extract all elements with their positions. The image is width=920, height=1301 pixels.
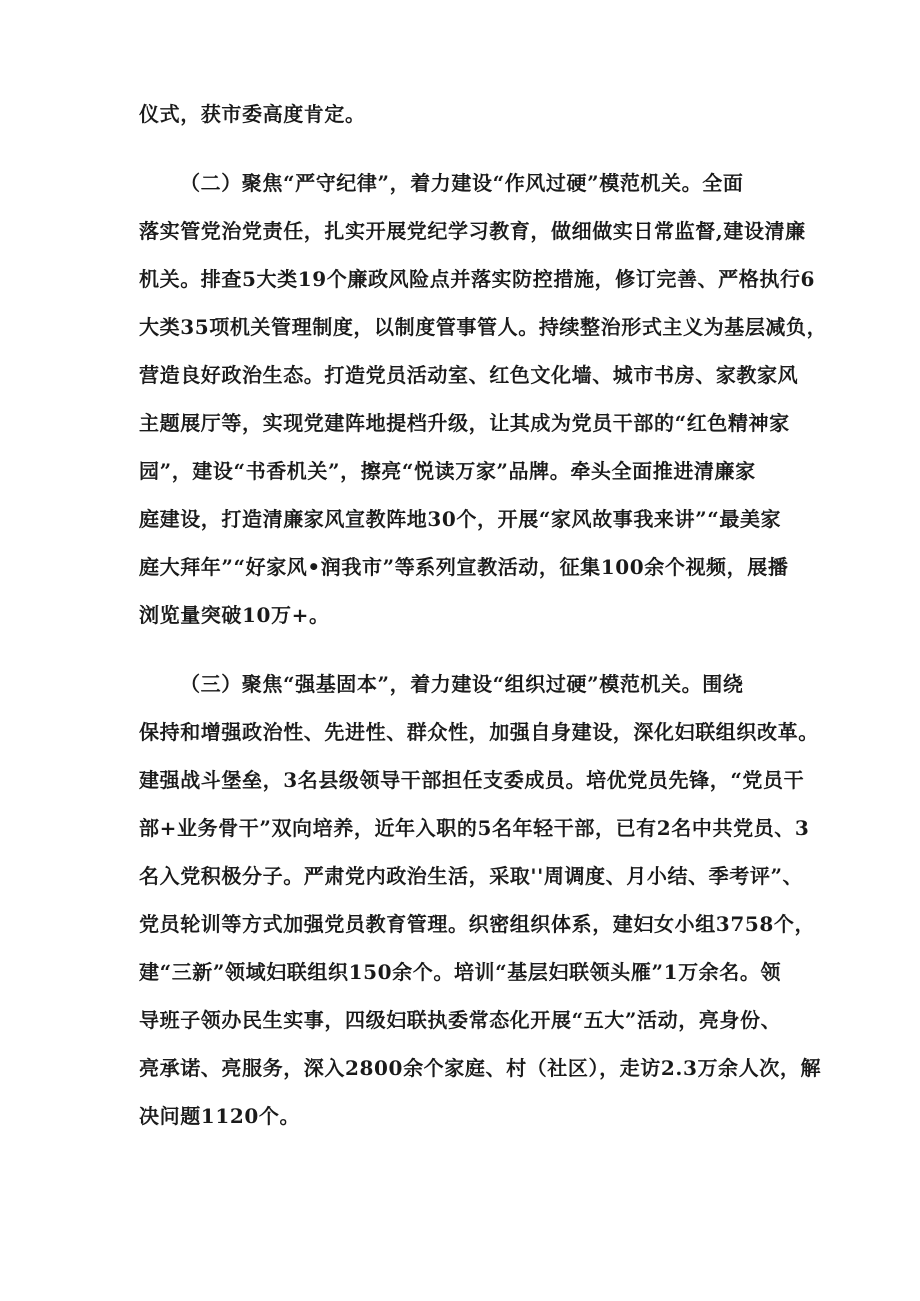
text-line: 主题展厅等，实现党建阵地提档升级，让其成为党员干部的“红色精神家 <box>139 411 790 435</box>
text-line: 名入党积极分子。严肃党内政治生活，采取''周调度、月小结、季考评”、 <box>139 864 804 888</box>
text-line: 仪式，获市委高度肯定。 <box>139 102 366 126</box>
paragraph-3-heading-line: （三）聚焦“强基固本”，着力建设“组织过硬”模范机关。围绕 <box>180 672 744 696</box>
text-line: 浏览量突破10万+。 <box>139 603 330 627</box>
paragraph-2-heading-line: （二）聚焦“严守纪律”，着力建设“作风过硬”模范机关。全面 <box>180 171 744 195</box>
text-line: 导班子领办民生实事，四级妇联执委常态化开展“五大”活动，亮身份、 <box>139 1008 782 1032</box>
text-line: 大类35项机关管理制度，以制度管事管人。持续整治形式主义为基层减负， <box>139 315 828 339</box>
text-line: 建强战斗堡垒，3名县级领导干部担任支委成员。培优党员先锋，“党员干 <box>139 768 805 792</box>
text-line: 建“三新”领域妇联组织150余个。培训“基层妇联领头雁”1万余名。领 <box>139 960 782 984</box>
text-line: 园”，建设“书香机关”，擦亮“悦读万家”品牌。牵头全面推进清廉家 <box>139 459 756 483</box>
text-line: 保持和增强政治性、先进性、群众性，加强自身建设，深化妇联组织改革。 <box>139 720 819 744</box>
text-line: 机关。排查5大类19个廉政风险点并落实防控措施，修订完善、严格执行6 <box>139 267 816 291</box>
text-line: 决问题1120个。 <box>139 1104 301 1128</box>
text-line: 落实管党治党责任，扎实开展党纪学习教育，做细做实日常监督,建设清廉 <box>139 219 806 243</box>
text-line: 营造良好政治生态。打造党员活动室、红色文化墙、城市书房、家教家风 <box>139 363 799 387</box>
text-line: 党员轮训等方式加强党员教育管理。织密组织体系，建妇女小组3758个， <box>139 912 816 936</box>
text-line: 部+业务骨干”双向培养，近年入职的5名年轻干部，已有2名中共党员、3 <box>139 816 810 840</box>
text-line: 庭大拜年”“好家风•润我市”等系列宣教活动，征集100余个视频，展播 <box>139 555 789 579</box>
text-line: 庭建设，打造清廉家风宣教阵地30个，开展“家风故事我来讲”“最美家 <box>139 507 782 531</box>
text-line: 亮承诺、亮服务，深入2800余个家庭、村（社区），走访2.3万余人次，解 <box>139 1056 822 1080</box>
